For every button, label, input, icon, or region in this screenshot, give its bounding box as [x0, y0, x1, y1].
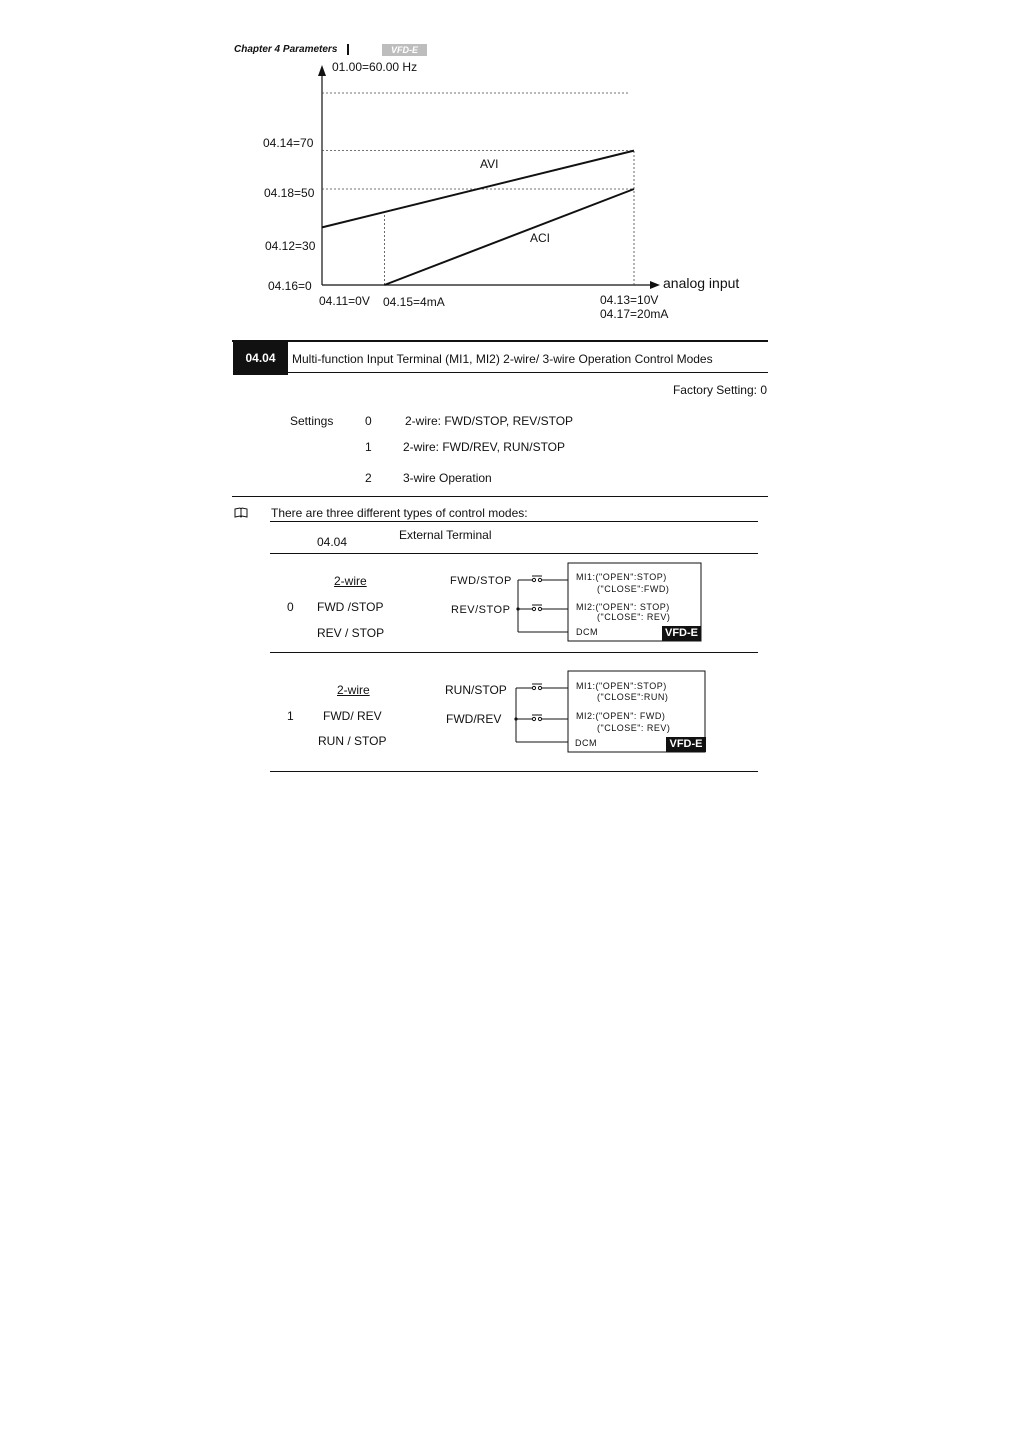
setting-text: 3-wire Operation: [403, 471, 492, 485]
settings-bottom-rule: [232, 496, 768, 497]
param-code: 04.04: [233, 342, 288, 375]
x-tick-label: 04.17=20mA: [600, 307, 669, 321]
mode-number: 0: [287, 600, 294, 614]
book-icon: [234, 507, 248, 518]
mode-line: FWD/ REV: [323, 709, 382, 723]
chapter-title: Chapter 4 Parameters: [234, 44, 338, 55]
series-label-aci: ACI: [530, 231, 551, 245]
mode-line: FWD /STOP: [317, 600, 384, 614]
setting-value: 2: [365, 471, 372, 485]
switch-label: REV/STOP: [451, 604, 511, 616]
note-text: There are three different types of control modes:: [271, 506, 528, 520]
factory-setting: Factory Setting: 0: [672, 383, 767, 397]
series-label-avi: AVI: [480, 157, 499, 171]
setting-value: 0: [365, 414, 372, 428]
switch-label: FWD/STOP: [450, 575, 512, 587]
y-tick-label: 04.12=30: [265, 239, 316, 253]
y-tick-label: 04.16=0: [268, 279, 312, 293]
x-axis-arrow: [650, 281, 660, 289]
mode-title: 2-wire: [334, 574, 367, 588]
mode-number: 1: [287, 709, 294, 723]
terminal-text: ("CLOSE":FWD): [597, 584, 670, 594]
y-axis-arrow: [318, 65, 326, 76]
y-tick-label: 04.14=70: [263, 136, 314, 150]
table-header-param: 04.04: [317, 535, 348, 549]
x-tick-label: 04.13=10V: [600, 293, 659, 307]
analog-input-chart: [0, 0, 1024, 330]
setting-text: 2-wire: FWD/STOP, REV/STOP: [405, 414, 574, 428]
table-row-rule: [270, 652, 758, 653]
settings-label: Settings: [290, 414, 334, 428]
setting-text: 2-wire: FWD/REV, RUN/STOP: [403, 440, 566, 454]
terminal-text: ("CLOSE":RUN): [597, 692, 669, 702]
x-tick-label: 04.11=0V: [319, 294, 370, 308]
table-top-rule: [270, 521, 758, 522]
mode-title: 2-wire: [337, 683, 370, 697]
setting-value: 1: [365, 440, 372, 454]
chart-series: [322, 151, 634, 285]
param-top-rule: [232, 340, 768, 342]
param-title: Multi-function Input Terminal (MI1, MI2) 2-wire/ 3-wire Operation Control Modes: [292, 352, 713, 366]
mode-line: REV / STOP: [317, 626, 385, 640]
table-bottom-rule: [270, 771, 758, 772]
table-header-rule: [270, 553, 758, 554]
param-title-rule: [288, 372, 768, 373]
switch-label: FWD/REV: [446, 712, 502, 726]
chart-y-label: 01.00=60.00 Hz: [332, 60, 418, 74]
terminal-text: MI2:("OPEN": FWD): [576, 711, 666, 721]
terminal-dcm: DCM: [576, 627, 598, 637]
terminal-dcm: DCM: [575, 738, 597, 748]
chart-x-label: analog input: [663, 275, 740, 291]
x-tick-label: 04.15=4mA: [383, 295, 445, 309]
mode-line: RUN / STOP: [318, 734, 387, 748]
switch-label: RUN/STOP: [445, 683, 507, 697]
y-tick-label: 04.18=50: [264, 186, 315, 200]
terminal-text: ("CLOSE": REV): [597, 723, 671, 733]
terminal-text: MI1:("OPEN":STOP): [576, 572, 667, 582]
vfd-e-logo: VFD-E: [382, 44, 427, 56]
terminal-text: ("CLOSE": REV): [597, 612, 671, 622]
chart-axes: [318, 65, 660, 289]
table-header-terminal: External Terminal: [399, 528, 492, 542]
terminal-text: MI1:("OPEN":STOP): [576, 681, 667, 691]
vfd-e-badge: VFD-E: [662, 626, 701, 641]
vfd-e-badge: VFD-E: [666, 737, 706, 752]
terminal-text: MI2:("OPEN": STOP): [576, 602, 670, 612]
